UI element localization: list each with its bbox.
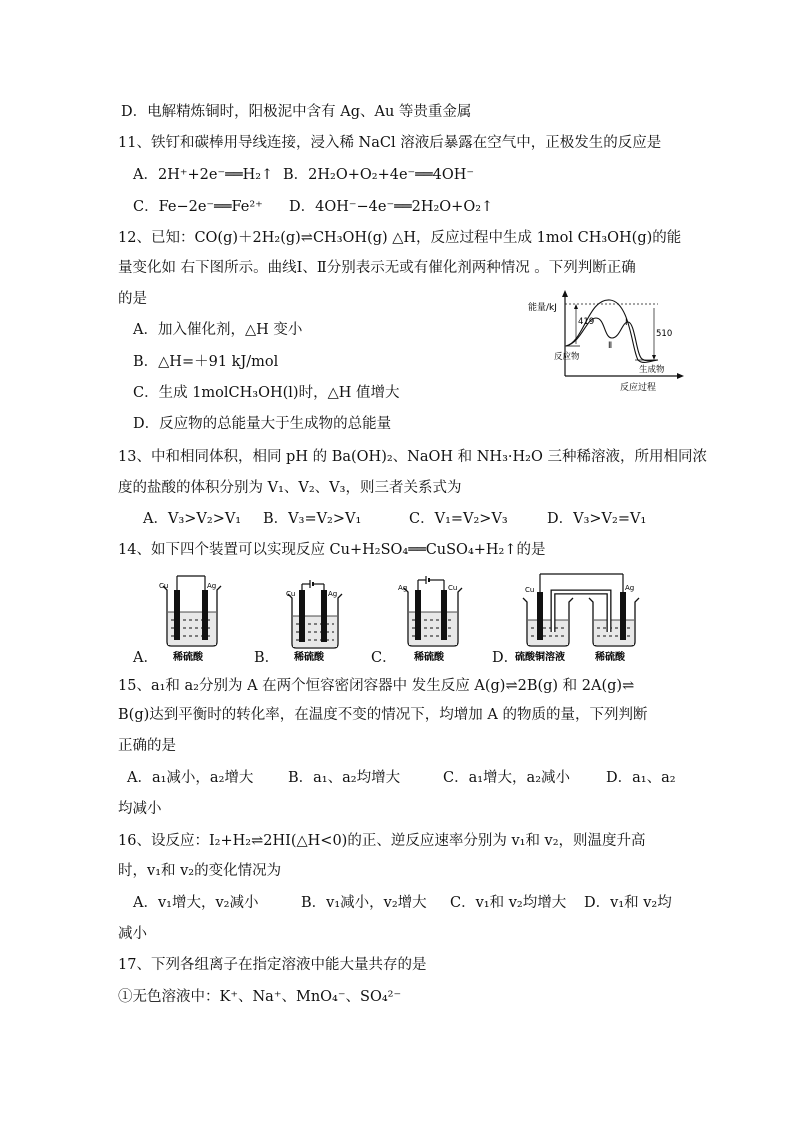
product-label: 生成物 (639, 365, 665, 375)
y-axis-arrow-icon (562, 290, 568, 297)
q13-stem-line2: 度的盐酸的体积分别为 V₁、V₂、V₃，则三者关系式为 (118, 480, 462, 496)
apparatus-c (396, 572, 466, 664)
q16-option-b: B．v₁减小，v₂增大 (301, 895, 427, 911)
solution-label: 稀硫酸 (173, 652, 203, 663)
q15-stem-line3: 正确的是 (118, 738, 176, 754)
q15-stem-line2: B(g)达到平衡时的转化率，在温度不变的情况下，均增加 A 的物质的量，下列判断 (118, 707, 648, 723)
ag-electrode (202, 590, 208, 640)
ag-label: Ag (328, 590, 338, 598)
q14-option-c: C． (371, 650, 397, 666)
cu-electrode (174, 590, 180, 640)
value-510: 510 (656, 329, 673, 339)
q15-option-b: B．a₁、a₂均增大 (288, 770, 401, 786)
q12-option-d: D．反应物的总能量大于生成物的总能量 (133, 416, 392, 432)
cu-label: Cu (159, 582, 169, 590)
curve-1-label: Ⅰ (625, 318, 628, 328)
ag-label: Ag (625, 584, 635, 592)
q14-option-b: B． (254, 650, 280, 666)
solution-label: 稀硫酸 (294, 652, 324, 663)
ag-electrode (415, 590, 421, 640)
q16-option-c: C．v₁和 v₂均增大 (450, 895, 567, 911)
q12-option-c: C．生成 1molCH₃OH(l)时，△H 值增大 (133, 385, 400, 401)
q14-option-a: A． (133, 650, 158, 666)
q15-option-a: A．a₁减小，a₂增大 (127, 770, 254, 786)
q17-item-1: ①无色溶液中：K⁺、Na⁺、MnO₄⁻、SO₄²⁻ (118, 989, 402, 1005)
cu-label: Cu (286, 590, 296, 598)
cu-electrode (537, 592, 543, 640)
q16-stem-line1: 16、设反应：I₂+H₂⇌2HI(△H<0)的正、逆反应速率分别为 v₁和 v₂，则温度升高 (118, 833, 646, 849)
ag-label: Ag (398, 584, 408, 592)
curve-2-label: Ⅱ (608, 341, 613, 351)
q11-option-d: D．4OH⁻−4e⁻══2H₂O+O₂↑ (289, 199, 494, 215)
q17-stem: 17、下列各组离子在指定溶液中能大量共存的是 (118, 957, 427, 973)
cu-electrode (299, 590, 305, 642)
q13-option-c: C．V₁=V₂>V₃ (409, 511, 508, 527)
q13-option-a: A．V₃>V₂>V₁ (143, 511, 242, 527)
q15-option-c: C．a₁增大，a₂减小 (443, 770, 571, 786)
q11-option-a: A．2H⁺+2e⁻══H₂↑ (133, 167, 274, 183)
reactant-label: 反应物 (554, 352, 580, 362)
q13-stem-line1: 13、中和相同体积，相同 pH 的 Ba(OH)₂、NaOH 和 NH₃·H₂O 三种稀溶液，所用相同浓 (118, 449, 707, 465)
q11-option-b: B．2H₂O+O₂+4e⁻══4OH⁻ (283, 167, 475, 183)
q12-option-b: B．△H=＋91 kJ/mol (133, 354, 279, 370)
energy-diagram (528, 288, 690, 396)
q10-option-d: D．电解精炼铜时，阳极泥中含有 Ag、Au 等贵重金属 (121, 104, 472, 120)
q15-stem-line1: 15、a₁和 a₂分别为 A 在两个恒容密闭容器中 发生反应 A(g)⇌2B(g) 和 2A(g)⇌ (118, 678, 635, 694)
y-axis-label: 能量/kJ (528, 303, 557, 313)
q16-option-d-cont: 减小 (118, 926, 147, 942)
q16-option-d: D．v₁和 v₂均 (584, 895, 672, 911)
q16-stem-line2: 时，v₁和 v₂的变化情况为 (118, 863, 282, 879)
q13-option-b: B．V₃=V₂>V₁ (263, 511, 362, 527)
apparatus-b (278, 572, 348, 664)
x-axis-arrow-icon (677, 373, 684, 379)
curve-1 (566, 300, 658, 363)
apparatus-d (515, 570, 643, 664)
cu-label: Cu (525, 586, 535, 594)
q12-stem-line1: 12、已知：CO(g)＋2H₂(g)⇌CH₃OH(g) △H，反应过程中生成 1mol CH₃OH(g)的能 (118, 230, 682, 246)
q11-option-c: C．Fe−2e⁻══Fe²⁺ (133, 199, 263, 215)
q12-option-a: A．加入催化剂，△H 变小 (133, 322, 303, 338)
ag-electrode (321, 590, 327, 642)
q16-option-a: A．v₁增大，v₂减小 (133, 895, 259, 911)
q14-stem: 14、如下四个装置可以实现反应 Cu+H₂SO₄══CuSO₄+H₂↑的是 (118, 542, 546, 558)
ag-electrode (620, 592, 626, 640)
q12-stem-line2: 量变化如 右下图所示。曲线Ⅰ、Ⅱ分别表示无或有催化剂两种情况 。下列判断正确 (118, 260, 636, 276)
ag-label: Ag (207, 582, 217, 590)
value-419: 419 (578, 317, 595, 327)
q13-option-d: D．V₃>V₂=V₁ (547, 511, 647, 527)
q15-option-d-cont: 均减小 (118, 801, 162, 817)
q12-stem-line3: 的是 (118, 291, 147, 307)
q14-option-d: D． (492, 650, 519, 666)
q15-option-d: D．a₁、a₂ (606, 770, 676, 786)
left-solution-label: 硫酸铜溶液 (515, 652, 565, 663)
cu-electrode (441, 590, 447, 640)
cu-label: Cu (448, 584, 458, 592)
x-axis-label: 反应过程 (620, 383, 657, 393)
solution-label: 稀硫酸 (414, 652, 444, 663)
arrow-419-icon (574, 304, 578, 309)
apparatus-a (155, 572, 225, 664)
q11-stem: 11、铁钉和碳棒用导线连接，浸入稀 NaCl 溶液后暴露在空气中，正极发生的反应是 (118, 135, 662, 151)
right-solution-label: 稀硫酸 (595, 652, 625, 663)
arrow-510-icon (652, 355, 656, 360)
